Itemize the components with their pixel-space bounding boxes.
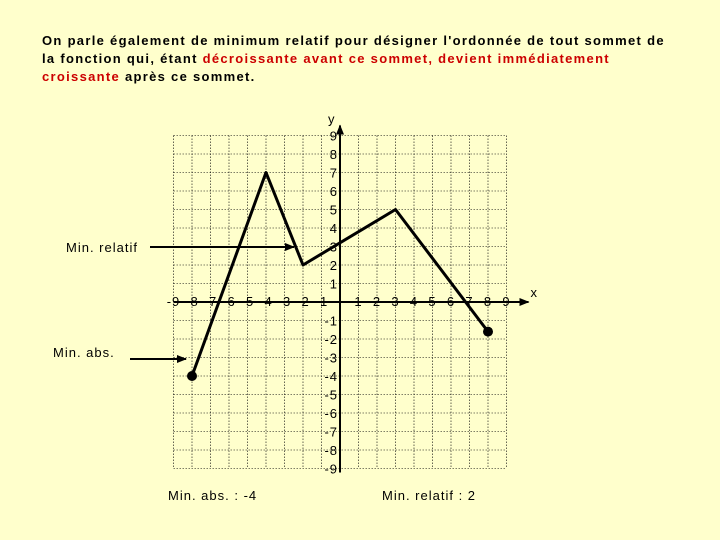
y-tick-label: 1 <box>329 276 338 292</box>
y-tick-label: 7 <box>329 165 338 181</box>
axes <box>174 112 539 473</box>
x-tick-label: 5 <box>428 294 437 309</box>
intro-text-2: après ce sommet. <box>120 69 256 84</box>
x-axis-label: x <box>530 285 538 300</box>
y-tick-label: 5 <box>329 202 338 218</box>
y-tick-label: -4 <box>324 369 338 384</box>
x-tick-label: 4 <box>409 294 419 309</box>
y-tick-label: -5 <box>324 387 338 403</box>
y-tick-label: 9 <box>329 128 338 144</box>
y-tick-label: -6 <box>324 406 338 421</box>
x-tick-label: 9 <box>502 294 511 309</box>
y-axis-label: y <box>328 111 336 127</box>
x-tick-label: 3 <box>391 294 400 309</box>
x-tick-label: 7 <box>465 294 474 309</box>
intro-text-highlight: décroissante avant ce sommet, devient immédiatement croissante <box>42 51 610 84</box>
y-tick-label: 8 <box>329 147 338 162</box>
x-tick-label: -4 <box>259 294 273 309</box>
y-tick-label: 4 <box>329 221 338 236</box>
y-tick-label: -9 <box>324 461 338 477</box>
y-tick-label: -2 <box>324 332 338 347</box>
min-abs-label: Min. abs. <box>53 345 115 360</box>
x-tick-label: -9 <box>166 294 181 309</box>
x-tick-label: -7 <box>203 294 218 309</box>
x-tick-label: -8 <box>185 294 199 309</box>
y-tick-label: -1 <box>324 313 338 329</box>
y-tick-label: 6 <box>329 184 338 199</box>
y-tick-label: 2 <box>329 258 338 273</box>
footer-min-abs: Min. abs. : -4 <box>168 488 258 503</box>
endpoint-dot <box>483 327 493 337</box>
intro-text-1: On parle également de minimum relatif pour désigner l'ordonnée de tout sommet de la fonction qui, étant <box>42 33 665 66</box>
x-tick-label: 8 <box>483 294 493 309</box>
y-tick-label: -3 <box>324 350 338 366</box>
x-tick-label: -6 <box>222 294 236 309</box>
x-tick-label: 1 <box>354 294 363 309</box>
y-tick-label: -7 <box>324 424 338 440</box>
x-tick-label: -1 <box>314 294 329 309</box>
footer-min-relatif: Min. relatif : 2 <box>382 488 477 503</box>
x-tick-label: -2 <box>296 294 310 309</box>
min-relatif-label: Min. relatif <box>66 240 138 255</box>
x-tick-label: 6 <box>446 294 456 309</box>
y-tick-label: 3 <box>329 239 338 255</box>
annotations <box>53 240 476 503</box>
x-tick-label: 2 <box>372 294 382 309</box>
y-tick-label: -8 <box>324 443 338 458</box>
endpoint-dot <box>187 371 197 381</box>
x-tick-label: -5 <box>240 294 255 309</box>
x-tick-label: -3 <box>277 294 292 309</box>
